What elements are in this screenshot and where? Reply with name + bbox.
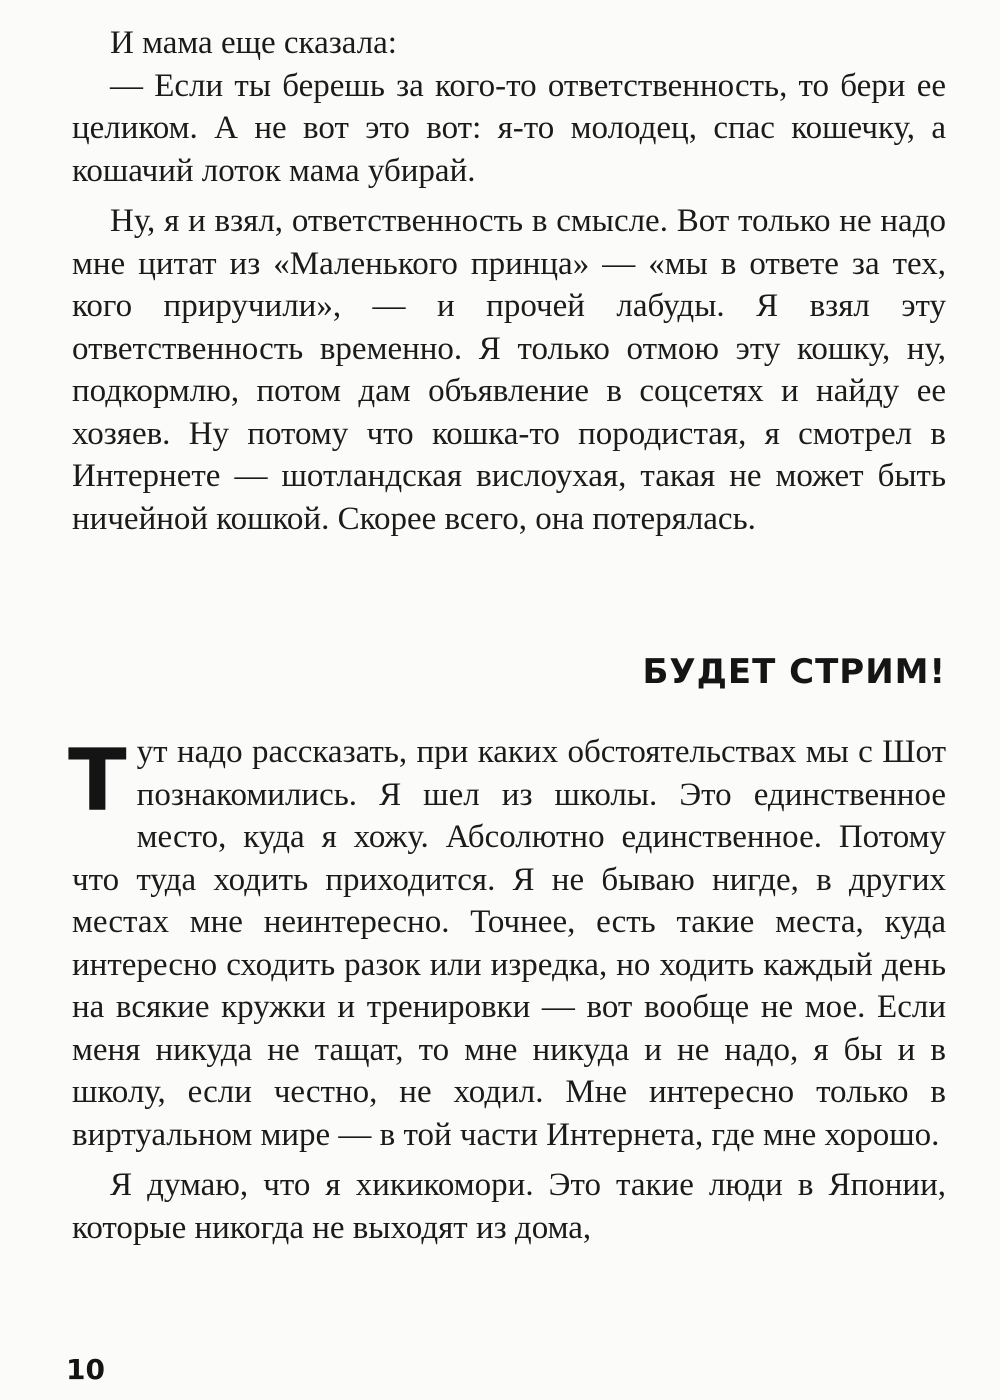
drop-cap-letter: Т xyxy=(68,731,127,831)
paragraph-took-responsibility: Ну, я и взял, ответственность в смысле. Вот только не надо мне цитат из «Маленького принца» — «мы в ответе за тех, кого приручили», — и прочей лабуды. Я взял эту ответственность временно. Я только отмою эту кошку, ну, подкормлю, потом дам объявление в соцсетях и найду ее хозяев. Ну потому что кошка-то породистая, я смотрел в Интернете — шотландская вислоухая, такая не может быть ничейной кошкой. Скорее всего, она потерялась. xyxy=(72,203,946,537)
paragraph-responsibility-quote: — Если ты берешь за кого-то ответственность, то бери ее целиком. А не вот это вот: я-то молодец, спас кошечку, а кошачий лоток мама убирай. xyxy=(72,67,946,189)
paragraph-chapter-opening xyxy=(68,731,946,1156)
top-text-block xyxy=(72,22,946,540)
paragraph-hikikomori: Я думаю, что я хикикомори. Это такие люди в Японии, которые никогда не выходят из дома, xyxy=(72,1167,946,1246)
page-number: 10 xyxy=(66,1353,105,1386)
paragraph-chapter-opening-text: ут надо рассказать, при каких обстоятельствах мы с Шот познакомились. Я шел из школы. Это единственное место, куда я хожу. Абсолютно единственное. Потому что туда ходить приходится. Я не бываю нигде, в других местах мне неинтересно. Точнее, есть такие места, куда интересно сходить разок или изредка, но ходить каждый день на всякие кружки и тренировки — вот вообще не мое. Если меня никуда не тащат, то мне никуда и не надо, я бы и в школу, если честно, не ходил. Мне интересно только в виртуальном мире — в той части Интернета, где мне хорошо. xyxy=(72,734,946,1153)
chapter-heading: БУДЕТ СТРИМ! xyxy=(642,652,946,692)
paragraph-mother-said: И мама еще сказала: xyxy=(110,25,397,61)
chapter-text-block xyxy=(68,731,946,1249)
